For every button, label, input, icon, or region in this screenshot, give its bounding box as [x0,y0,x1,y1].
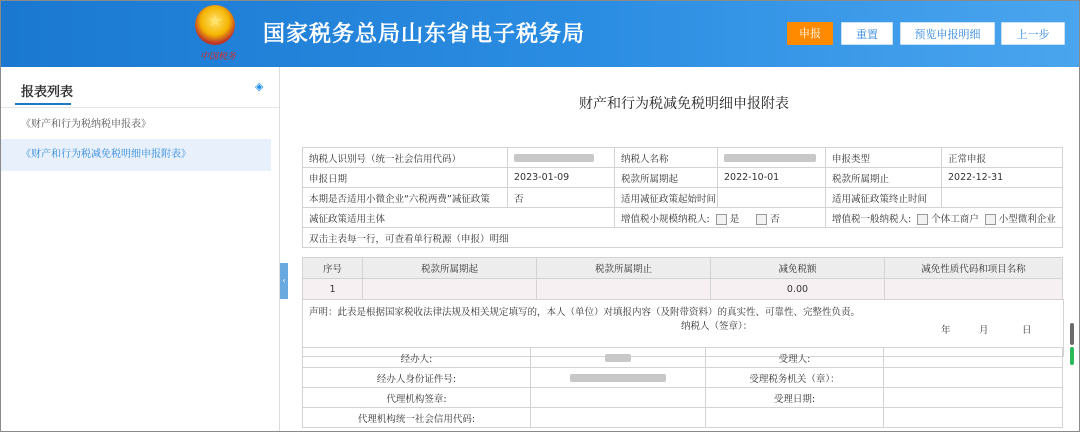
emblem-caption: 中国税务 [199,52,236,62]
agency-code-value[interactable] [531,408,706,428]
relief-detail-table [302,257,1063,300]
declare-date-label: 申报日期 [303,168,508,188]
declare-date-value: 2023-01-09 [508,168,615,188]
month-label: 月 [979,325,989,336]
vat-small-taxpayer-group [615,208,826,228]
site-title: 国家税务总局山东省电子税务局 [263,22,586,47]
taxpayer-name-value [718,148,826,168]
policy-end-label: 适用减征政策终止时间 [826,188,942,208]
tax-office-value[interactable] [884,368,1063,388]
handler-id-label: 经办人身份证件号: [303,368,531,388]
col-header-period-start: 税款所属期起 [363,258,537,279]
six-taxes-value[interactable]: 否 [508,188,615,208]
sidebar-header [1,67,279,108]
form-area [289,67,1079,431]
taxpayer-info-table [302,147,1063,248]
handler-label: 经办人: [303,348,531,368]
col-header-relief-amount: 减免税额 [711,258,885,279]
row-index: 1 [303,279,363,300]
policy-start-value[interactable] [718,188,826,208]
period-start-label: 税款所属期起 [615,168,718,188]
sidebar-title: 报表列表 [21,85,74,100]
six-taxes-label: 本期是否适用小微企业“六税两费”减征政策 [303,188,508,208]
reset-button[interactable]: 重置 [841,22,893,45]
vat-small-yes-checkbox[interactable] [716,214,727,225]
tax-office-label: 受理税务机关（章）： [706,368,884,388]
sidebar-title-underline [15,103,71,105]
national-emblem-icon: ★ [195,5,235,45]
receive-date-value[interactable] [884,388,1063,408]
vat-small-label: 增值税小规模纳税人: [621,213,710,225]
signoff-table [302,347,1063,428]
report-list-sidebar [1,67,280,431]
layers-icon[interactable]: ◈ [255,80,264,93]
prev-step-button[interactable]: 上一步 [1001,22,1065,45]
table-row[interactable] [303,279,1063,300]
declare-type-value: 正常申报 [942,148,1063,168]
empty-cell [706,408,884,428]
agency-sign-label: 代理机构签章: [303,388,531,408]
handler-value [531,348,706,368]
policy-end-value[interactable] [942,188,1063,208]
vat-general-label: 增值税一般纳税人: [832,213,912,225]
row-period-end [537,279,711,300]
vat-small-no-checkbox[interactable] [756,214,767,225]
taxpayer-id-label: 纳税人识别号（统一社会信用代码） [303,148,508,168]
sidebar-item-relief-attachment[interactable]: 《财产和行为税减免税明细申报附表》 [1,139,271,171]
declaration-text: 声明：此表是根据国家税收法律法规及相关规定填写的，本人（单位）对填报内容（及附带资料）的真实性、可靠性、完整性负责。 [309,307,861,318]
individual-label: 个体工商户 [931,213,979,225]
col-header-relief-code: 减免性质代码和项目名称 [885,258,1063,279]
micro-enterprise-checkbox[interactable] [985,214,996,225]
preview-button[interactable]: 预览申报明细 [900,22,995,45]
taxpayer-signature-label: 纳税人（签章）： [681,321,753,332]
col-header-period-end: 税款所属期止 [537,258,711,279]
agency-code-label: 代理机构统一社会信用代码: [303,408,531,428]
yes-label: 是 [729,213,740,225]
period-end-value: 2022-12-31 [942,168,1063,188]
declare-button[interactable]: 申报 [787,22,833,45]
vat-general-taxpayer-group [826,208,1063,228]
day-label: 日 [1022,325,1032,336]
detail-hint: 双击主表每一行，可查看单行税源（申报）明细 [303,228,1063,248]
receiver-label: 受理人: [706,348,884,368]
declare-type-label: 申报类型 [826,148,942,168]
col-header-index: 序号 [303,258,363,279]
form-title: 财产和行为税减免税明细申报附表 [579,96,789,112]
taxpayer-name-label: 纳税人名称 [615,148,718,168]
individual-business-checkbox[interactable] [917,214,928,225]
vertical-scrollbar[interactable] [1070,323,1074,345]
period-end-label: 税款所属期止 [826,168,942,188]
agency-sign-value[interactable] [531,388,706,408]
year-label: 年 [941,325,951,336]
row-relief-amount: 0.00 [711,279,885,300]
sidebar-item-tax-return[interactable]: 《财产和行为税纳税申报表》 [21,119,151,130]
scroll-indicator [1070,347,1074,365]
handler-id-value [531,368,706,388]
taxpayer-id-value [508,148,615,168]
period-start-value: 2022-10-01 [718,168,826,188]
empty-cell [884,408,1063,428]
row-relief-code [885,279,1063,300]
policy-subject-label: 减征政策适用主体 [303,208,615,228]
receiver-value[interactable] [884,348,1063,368]
top-header [1,1,1079,67]
sidebar-collapse-handle[interactable]: ‹ [280,263,288,299]
no-label: 否 [770,213,780,225]
micro-label: 小型微利企业 [998,213,1056,225]
row-period-start [363,279,537,300]
receive-date-label: 受理日期: [706,388,884,408]
policy-start-label: 适用减征政策起始时间 [615,188,718,208]
